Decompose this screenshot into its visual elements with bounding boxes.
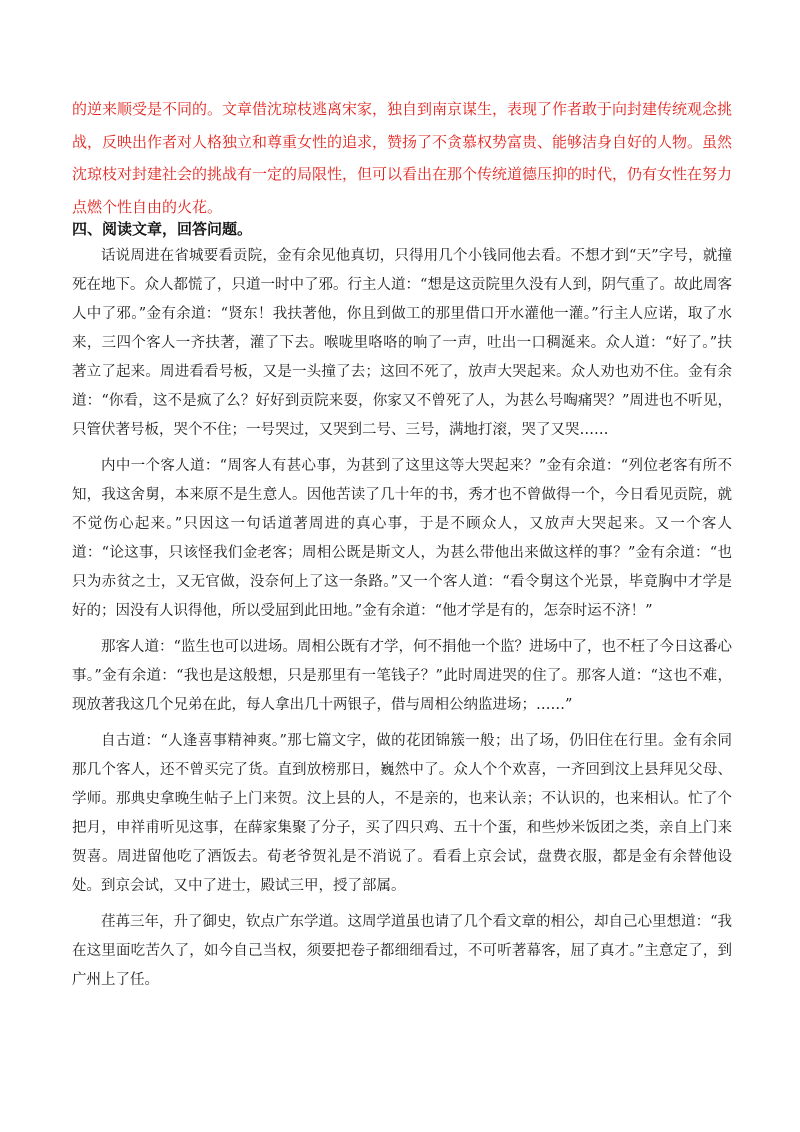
passage-paragraph-3: 那客人道：“监生也可以进场。周相公既有才学，何不捐他一个监？进场中了，也不枉了今日这番心事。”金有余道：“我也是这般想，只是那里有一笔钱子？”此时周进哭的住了。那客人道：“这也不难，现放著我这几个兄弟在此，每人拿出几十两银子，借与周相公纳监进场；……” <box>72 639 732 713</box>
passage-paragraph-5: 荏苒三年，升了御史，钦点广东学道。这周学道虽也请了几个看文章的相公，却自己心里想道：“我在这里面吃苦久了，如今自己当权，须要把卷子都细细看过，不可听著幕客，屈了真才。”主意定了，到广州上了任。 <box>72 914 732 988</box>
section-heading: 四、阅读文章，回答问题。 <box>72 220 253 238</box>
passage-paragraph-2: 内中一个客人道：“周客人有甚心事，为甚到了这里这等大哭起来？”金有余道：“列位老客有所不知，我这舍舅，本来原不是生意人。因他苦读了几十年的书，秀才也不曾做得一个，今日看见贡院，就不觉伤心起来。”只因这一句话道著周进的真心事，于是不顾众人，又放声大哭起来。又一个客人道：“论这事，只该怪我们金老客；周相公既是斯文人，为甚么带他出来做这样的事？”金有余道：“也只为赤贫之士，又无官做，没奈何上了这一条路。”又一个客人道：“看令舅这个光景，毕竟胸中才学是好的；因没有人识得他，所以受屈到此田地。”金有余道：“他才学是有的，怎奈时运不济！” <box>72 458 732 619</box>
passage-paragraph-4: 自古道：“人逢喜事精神爽。”那七篇文字，做的花团锦簇一般；出了场，仍旧住在行里。金有余同那几个客人，还不曾买完了货。直到放榜那日，巍然中了。众人个个欢喜，一齐回到汶上县拜见父母、学师。那典史拿晚生帖子上门来贺。汶上县的人，不是亲的，也来认亲；不认识的，也来相认。忙了个把月，申祥甫听见这事，在薛家集聚了分子，买了四只鸡、五十个蛋，和些炒米饭团之类，亲自上门来贺喜。周进留他吃了酒饭去。荀老爷贺礼是不消说了。看看上京会试，盘费衣服，都是金有余替他设处。到京会试，又中了进士，殿试三甲，授了部属。 <box>72 733 732 894</box>
analysis-paragraph: 的逆来顺受是不同的。文章借沈琼枝逃离宋家，独自到南京谋生，表现了作者敢于向封建传统观念挑战，反映出作者对人格独立和尊重女性的追求，赞扬了不贪慕权势富贵、能够洁身自好的人物。虽然沈琼枝对封建社会的挑战有一定的局限性，但可以看出在那个传统道德压抑的时代，仍有女性在努力点燃个性自由的火花。 <box>72 100 733 216</box>
passage-paragraph-1: 话说周进在省城要看贡院，金有余见他真切，只得用几个小钱同他去看。不想才到“天”字号，就撞死在地下。众人都慌了，只道一时中了邪。行主人道：“想是这贡院里久没有人到，阴气重了。故此周客人中了邪。”金有余道：“贤东！我扶著他，你且到做工的那里借口开水灌他一灌。”行主人应诺，取了水来，三四个客人一齐扶著，灌了下去。喉咙里咯咯的响了一声，吐出一口稠涎来。众人道：“好了。”扶著立了起来。周进看看号板，又是一头撞了去；这回不死了，放声大哭起来。众人劝也劝不住。金有余道：“你看，这不是疯了么？好好到贡院来耍，你家又不曾死了人，为甚么号啕痛哭？”周进也不听见，只管伏著号板，哭个不住；一号哭过，又哭到二号、三号，满地打滚，哭了又哭…… <box>72 248 732 438</box>
answer-analysis <box>72 93 732 223</box>
reading-passage <box>72 242 732 1002</box>
